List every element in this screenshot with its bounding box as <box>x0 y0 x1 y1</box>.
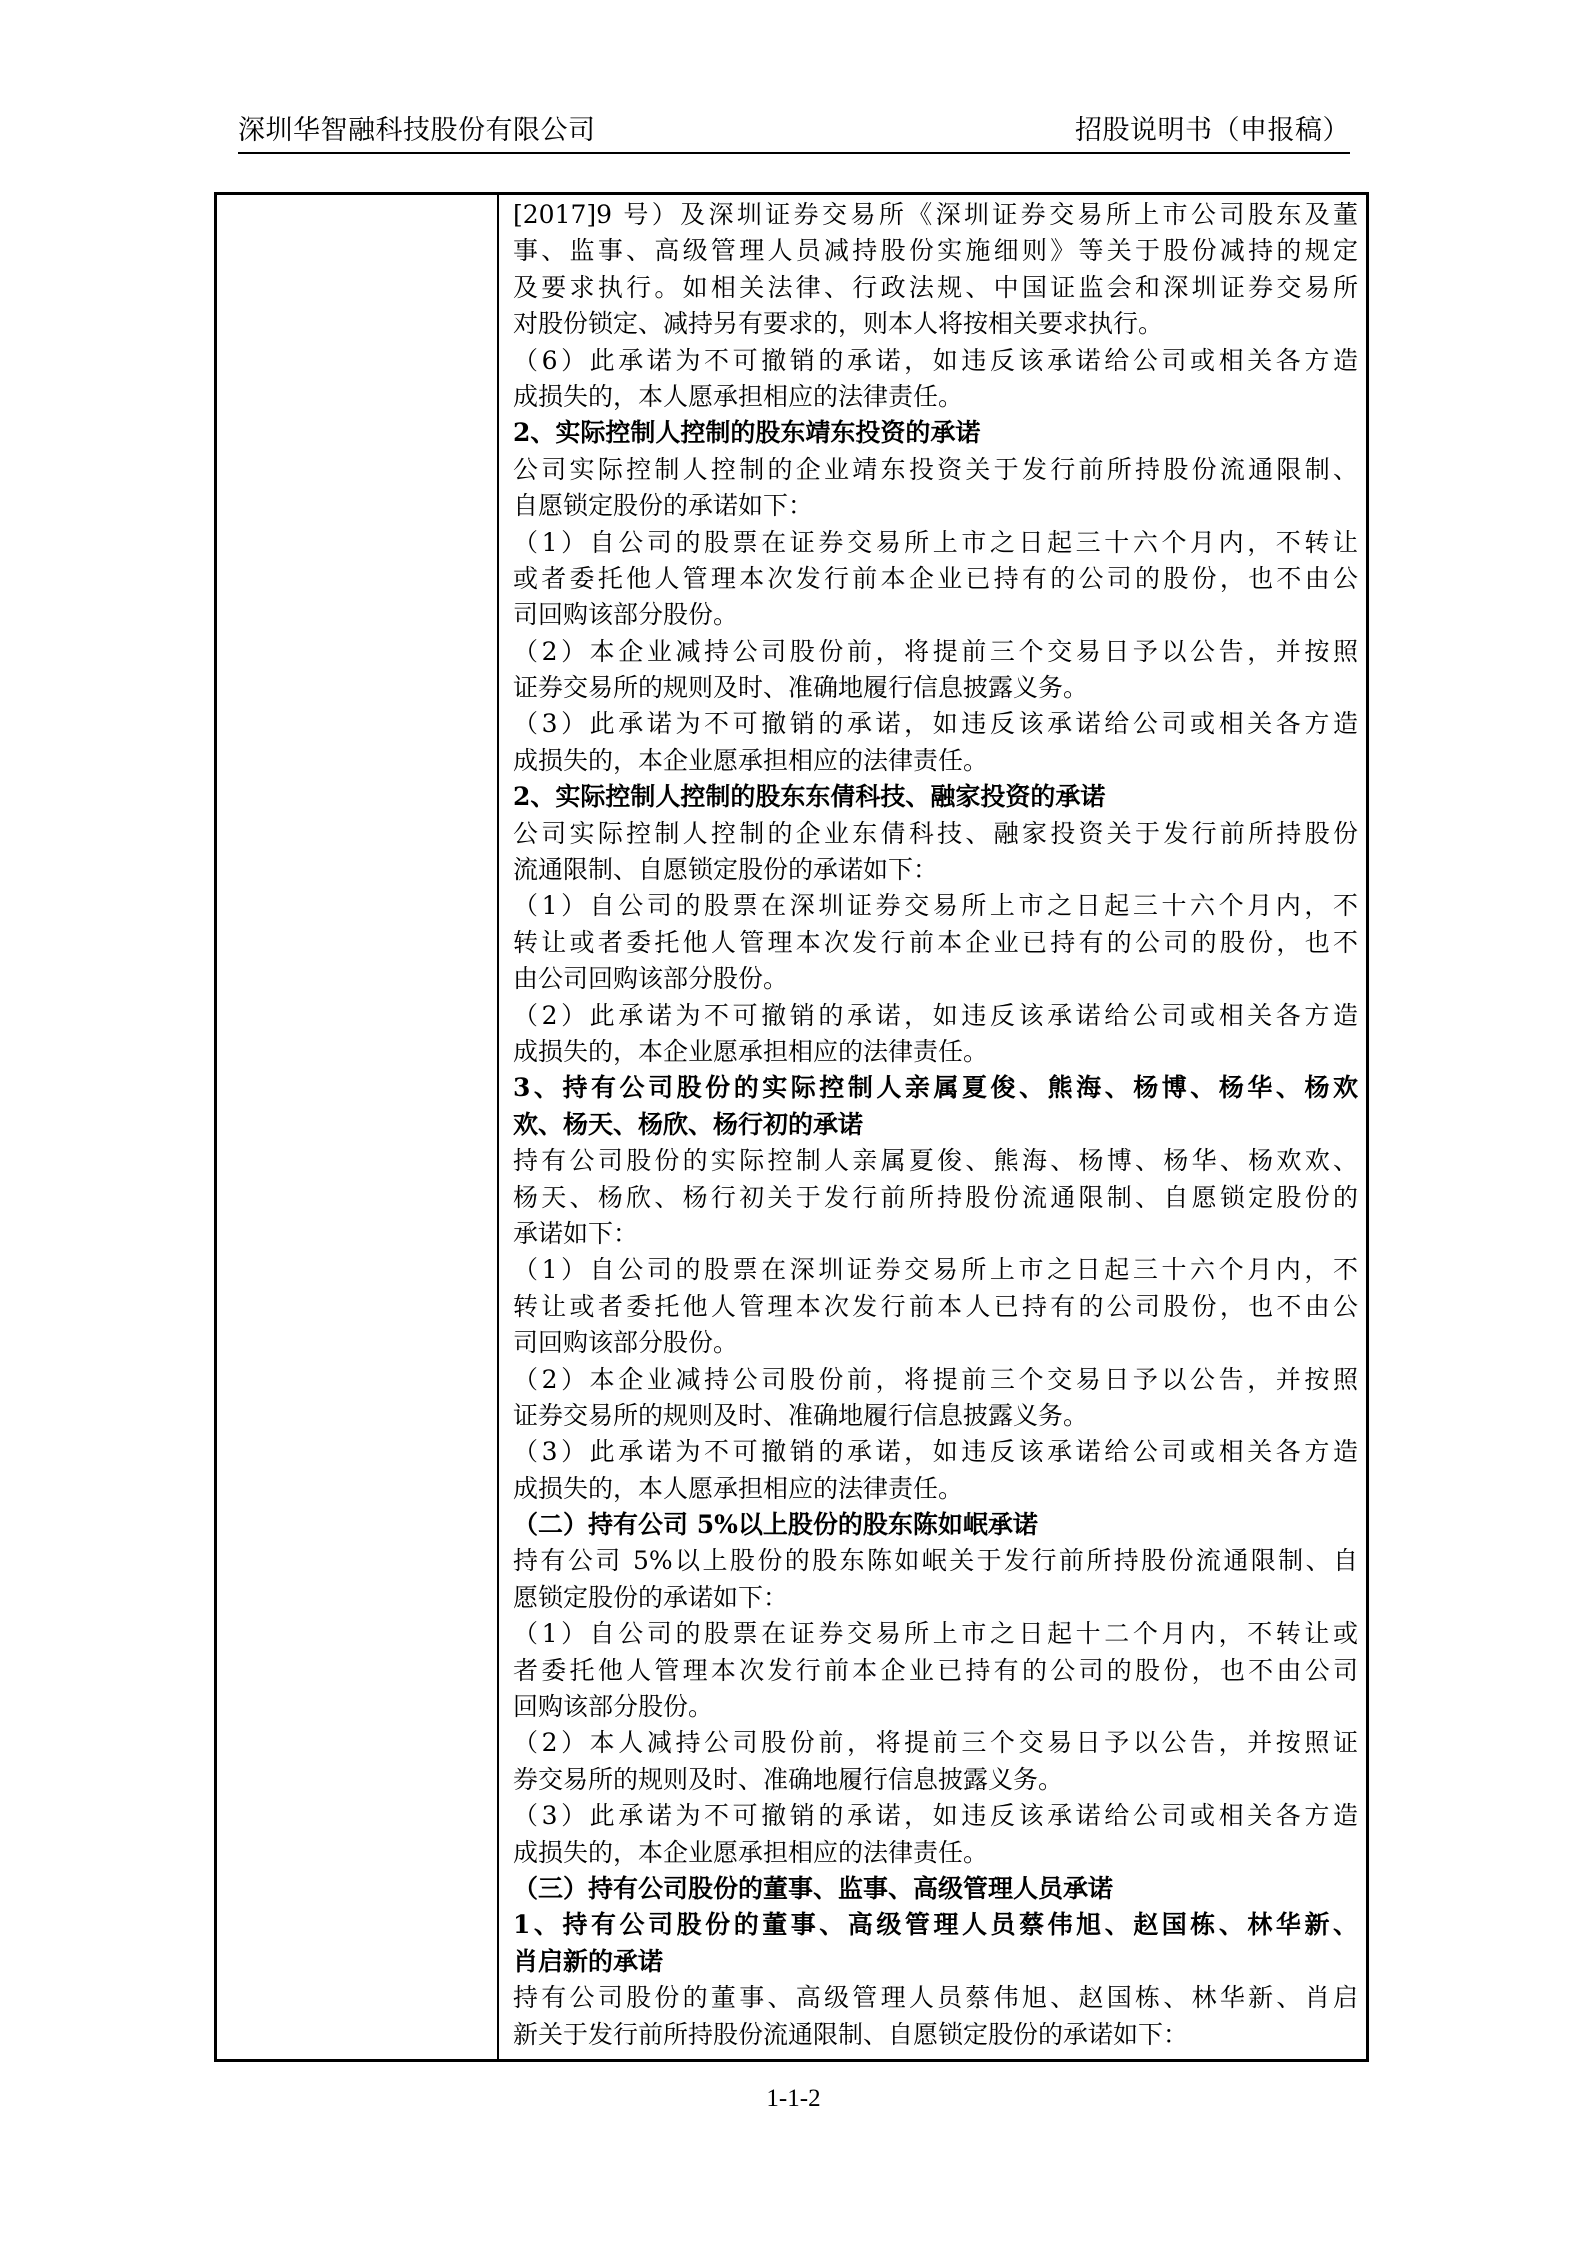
company-name: 深圳华智融科技股份有限公司 <box>238 115 596 146</box>
table-right-cell <box>513 197 1358 2053</box>
body-text-line: （2）本企业减持公司股份前，将提前三个交易日予以公告，并按照 <box>513 636 1358 666</box>
body-text-line: 证券交易所的规则及时、准确地履行信息披露义务。 <box>513 1400 1089 1430</box>
body-text-line: 成损失的，本企业愿承担相应的法律责任。 <box>513 1837 989 1867</box>
body-text-line: 事、监事、高级管理人员减持股份实施细则》等关于股份减持的规定 <box>513 236 1358 266</box>
body-text-line: 者委托他人管理本次发行前本企业已持有的公司的股份，也不由公司 <box>513 1655 1358 1685</box>
body-text-line: 自愿锁定股份的承诺如下： <box>513 491 814 521</box>
body-text-line: 公司实际控制人控制的企业靖东投资关于发行前所持股份流通限制、 <box>513 454 1358 484</box>
body-text-line: 成损失的，本人愿承担相应的法律责任。 <box>513 1473 964 1503</box>
body-text-line: 杨天、杨欣、杨行初关于发行前所持股份流通限制、自愿锁定股份的 <box>513 1182 1358 1212</box>
body-text-line: 券交易所的规则及时、准确地履行信息披露义务。 <box>513 1764 1064 1794</box>
document-type: 招股说明书（申报稿） <box>1075 115 1350 146</box>
body-text-line: 成损失的，本企业愿承担相应的法律责任。 <box>513 1036 989 1066</box>
body-text-line: （1）自公司的股票在证券交易所上市之日起三十六个月内，不转让 <box>513 527 1358 557</box>
body-text-line: （2）本人减持公司股份前，将提前三个交易日予以公告，并按照证 <box>513 1728 1358 1758</box>
body-text-line: （1）自公司的股票在深圳证券交易所上市之日起三十六个月内，不 <box>513 891 1358 921</box>
body-text-line: 成损失的，本企业愿承担相应的法律责任。 <box>513 745 989 775</box>
page-header <box>238 112 1350 154</box>
table-left-cell <box>217 195 499 2059</box>
section-heading-line: （三）持有公司股份的董事、监事、高级管理人员承诺 <box>513 1873 1114 1903</box>
body-text-line: 对股份锁定、减持另有要求的，则本人将按相关要求执行。 <box>513 309 1164 339</box>
section-heading-line: 1、持有公司股份的董事、高级管理人员蔡伟旭、赵国栋、林华新、 <box>513 1910 1358 1940</box>
body-text-line: （3）此承诺为不可撤销的承诺，如违反该承诺给公司或相关各方造 <box>513 1801 1358 1831</box>
body-text-line: 证券交易所的规则及时、准确地履行信息披露义务。 <box>513 673 1089 703</box>
body-text-line: 持有公司股份的实际控制人亲属夏俊、熊海、杨博、杨华、杨欢欢、 <box>513 1146 1358 1176</box>
body-text-line: 承诺如下： <box>513 1218 639 1248</box>
body-text-line: 流通限制、自愿锁定股份的承诺如下： <box>513 855 939 885</box>
body-text-line: 司回购该部分股份。 <box>513 600 739 630</box>
body-text-line: 转让或者委托他人管理本次发行前本人已持有的公司股份，也不由公 <box>513 1291 1358 1321</box>
page-number: 1-1-2 <box>766 2085 821 2112</box>
section-heading-line: （二）持有公司 5%以上股份的股东陈如岷承诺 <box>513 1510 1038 1540</box>
body-text-line: 由公司回购该部分股份。 <box>513 964 789 994</box>
body-text-line: 持有公司 5%以上股份的股东陈如岷关于发行前所持股份流通限制、自 <box>513 1546 1358 1576</box>
body-text-line: 新关于发行前所持股份流通限制、自愿锁定股份的承诺如下： <box>513 2019 1189 2049</box>
body-text-line: （1）自公司的股票在深圳证券交易所上市之日起三十六个月内，不 <box>513 1255 1358 1285</box>
section-heading-line: 3、持有公司股份的实际控制人亲属夏俊、熊海、杨博、杨华、杨欢 <box>513 1073 1358 1103</box>
body-text-line: 司回购该部分股份。 <box>513 1328 739 1358</box>
body-text-line: 愿锁定股份的承诺如下： <box>513 1582 789 1612</box>
section-heading-line: 2、实际控制人控制的股东靖东投资的承诺 <box>513 418 981 448</box>
body-text-line: 公司实际控制人控制的企业东倩科技、融家投资关于发行前所持股份 <box>513 818 1358 848</box>
body-text-line: （6）此承诺为不可撤销的承诺，如违反该承诺给公司或相关各方造 <box>513 345 1358 375</box>
section-heading-line: 2、实际控制人控制的股东东倩科技、融家投资的承诺 <box>513 782 1106 812</box>
body-text-line: （3）此承诺为不可撤销的承诺，如违反该承诺给公司或相关各方造 <box>513 1437 1358 1467</box>
body-text-line: （2）本企业减持公司股份前，将提前三个交易日予以公告，并按照 <box>513 1364 1358 1394</box>
body-text-line: 持有公司股份的董事、高级管理人员蔡伟旭、赵国栋、林华新、肖启 <box>513 1983 1358 2013</box>
section-heading-line: 肖启新的承诺 <box>513 1946 664 1976</box>
body-text-line: 回购该部分股份。 <box>513 1692 714 1722</box>
body-text-line: （2）此承诺为不可撤销的承诺，如违反该承诺给公司或相关各方造 <box>513 1000 1358 1030</box>
body-text-line: 或者委托他人管理本次发行前本企业已持有的公司的股份，也不由公 <box>513 563 1358 593</box>
body-text-line: 成损失的，本人愿承担相应的法律责任。 <box>513 381 964 411</box>
commitment-table <box>214 192 1369 2062</box>
body-text-line: （3）此承诺为不可撤销的承诺，如违反该承诺给公司或相关各方造 <box>513 709 1358 739</box>
body-text-line: （1）自公司的股票在证券交易所上市之日起十二个月内，不转让或 <box>513 1619 1358 1649</box>
body-text-line: [2017]9 号）及深圳证券交易所《深圳证券交易所上市公司股东及董 <box>513 200 1358 229</box>
section-heading-line: 欢、杨天、杨欣、杨行初的承诺 <box>513 1109 864 1139</box>
body-text-line: 转让或者委托他人管理本次发行前本企业已持有的公司的股份，也不 <box>513 927 1358 957</box>
body-text-line: 及要求执行。如相关法律、行政法规、中国证监会和深圳证券交易所 <box>513 272 1358 302</box>
